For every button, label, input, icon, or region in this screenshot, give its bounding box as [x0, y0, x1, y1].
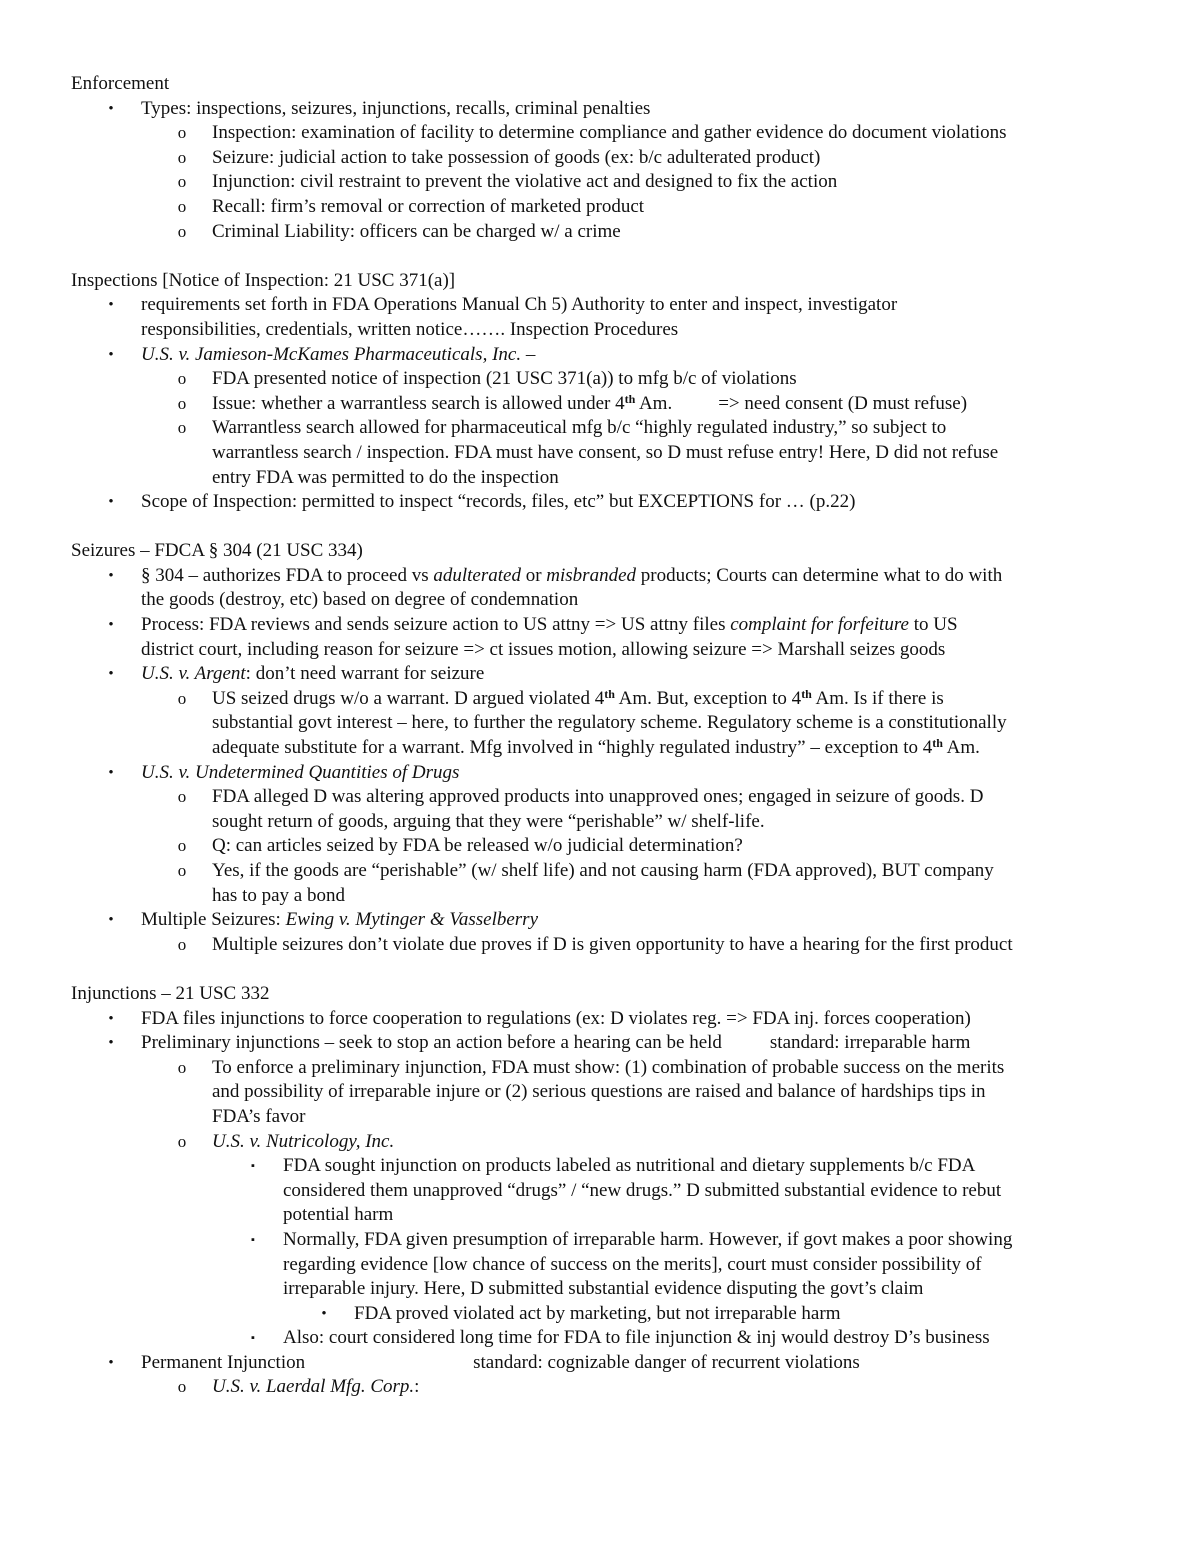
list-item: o US seized drugs w/o a warrant. D argued violated 4th Am. But, exception to 4th Am. Is if there is — [71, 687, 1140, 712]
bullet-marker: • — [108, 617, 114, 634]
list-item-continuation: substantial govt interest – here, to further the regulatory scheme. Regulatory scheme is a constitutionally — [212, 712, 1007, 734]
circle-marker: o — [177, 1377, 187, 1397]
case-name: U.S. v. Nutricology, Inc. — [212, 1130, 395, 1152]
list-item-continuation: considered them unapproved “drugs” / “new drugs.” D submitted substantial evidence to rebut — [283, 1179, 1002, 1201]
list-item-continuation: district court, including reason for seizure => ct issues motion, allowing seizure => Marshall seizes goods — [141, 638, 946, 660]
list-item-continuation: FDA’s favor — [212, 1105, 306, 1127]
list-item-continuation: irreparable injury. Here, D submitted substantial evidence disputing the govt’s claim — [283, 1278, 924, 1300]
list-item: ▪ Also: court considered long time for FDA to file injunction & inj would destroy D’s business — [71, 1326, 1140, 1351]
circle-marker: o — [177, 1057, 187, 1077]
list-item — [71, 1130, 1140, 1155]
case-name: U.S. v. Undetermined Quantities of Drugs — [141, 761, 460, 783]
list-item: o Injunction: civil restraint to prevent the violative act and designed to fix the action — [71, 170, 1140, 195]
list-item: o FDA alleged D was altering approved products into unapproved ones; engaged in seizure of goods. D — [71, 785, 1140, 810]
circle-marker: o — [177, 787, 187, 807]
list-item: • Scope of Inspection: permitted to inspect “records, files, etc” but EXCEPTIONS for … (p.22) — [71, 490, 1140, 515]
case-name: U.S. v. Jamieson-McKames Pharmaceuticals, Inc. – — [141, 343, 536, 365]
circle-marker: o — [177, 861, 187, 880]
list-item: o Yes, if the goods are “perishable” (w/ shelf life) and not causing harm (FDA approved), BUT company — [71, 859, 1140, 884]
list-item: • Multiple Seizures: Ewing v. Mytinger & Vasselberry — [71, 908, 1140, 933]
list-item-continuation: regarding evidence [low chance of success on the merits], court must consider possibility of — [283, 1253, 982, 1275]
list-item: o Multiple seizures don’t violate due proves if D is given opportunity to have a hearing for the first product — [71, 933, 1140, 958]
list-item-continuation: has to pay a bond — [212, 884, 345, 906]
circle-marker: o — [177, 688, 187, 708]
square-marker: ▪ — [251, 1160, 255, 1173]
bullet-marker: • — [108, 297, 114, 314]
list-item: o Inspection: examination of facility to determine compliance and gather evidence do document violations — [71, 121, 1140, 146]
list-item: • Preliminary injunctions – seek to stop an action before a hearing can be held standard: irreparable harm — [71, 1031, 1140, 1056]
circle-marker: o — [177, 369, 187, 389]
list-item: o Seizure: judicial action to take possession of goods (ex: b/c adulterated product) — [71, 146, 1140, 171]
list-item: o To enforce a preliminary injunction, FDA must show: (1) combination of probable success on the merits — [71, 1056, 1140, 1081]
bullet-marker: • — [108, 1354, 114, 1371]
bullet-marker: • — [108, 1010, 114, 1027]
list-item: • Process: FDA reviews and sends seizure action to US attny => US attny files complaint for forfeiture to US — [71, 613, 1140, 638]
section-heading-seizures: Seizures – FDCA § 304 (21 USC 334) — [71, 540, 363, 562]
case-name: U.S. v. Argent — [141, 663, 246, 685]
list-item: • U.S. v. Argent: don’t need warrant for seizure — [71, 662, 1140, 687]
section-heading-injunctions: Injunctions – 21 USC 332 — [71, 982, 270, 1004]
circle-marker: o — [177, 393, 187, 413]
list-item-continuation: sought return of goods, arguing that they were “perishable” w/ shelf-life. — [212, 810, 765, 832]
list-item: o Issue: whether a warrantless search is allowed under 4th Am. => need consent (D must refuse) — [71, 392, 1140, 417]
circle-marker: o — [177, 836, 187, 856]
list-item: o Recall: firm’s removal or correction of marketed product — [71, 195, 1140, 220]
list-item: • Types: inspections, seizures, injunctions, recalls, criminal penalties — [71, 97, 1140, 122]
circle-marker: o — [177, 934, 187, 954]
list-item: • FDA files injunctions to force cooperation to regulations (ex: D violates reg. => FDA inj. forces cooperation) — [71, 1007, 1140, 1032]
bullet-marker: • — [108, 100, 114, 117]
bullet-marker: • — [108, 666, 114, 683]
list-item: o Criminal Liability: officers can be charged w/ a crime — [71, 220, 1140, 245]
circle-marker: o — [177, 418, 187, 438]
bullet-marker: • — [108, 1035, 114, 1052]
square-marker: ▪ — [251, 1233, 255, 1246]
list-item-continuation: adequate substitute for a warrant. Mfg involved in “highly regulated industry” – exception to 4th Am. — [212, 736, 980, 759]
list-item-continuation: entry FDA was permitted to do the inspection — [212, 466, 559, 488]
case-name: U.S. v. Laerdal Mfg. Corp. — [212, 1376, 415, 1398]
bullet-marker: • — [321, 1305, 327, 1322]
list-item: ▪ FDA sought injunction on products labeled as nutritional and dietary supplements b/c FDA — [71, 1154, 1140, 1179]
list-item: • requirements set forth in FDA Operations Manual Ch 5) Authority to enter and inspect, investigator — [71, 293, 1140, 318]
list-item: o FDA presented notice of inspection (21 USC 371(a)) to mfg b/c of violations — [71, 367, 1140, 392]
section-heading-inspections: Inspections [Notice of Inspection: 21 USC 371(a)] — [71, 269, 456, 291]
list-item-continuation: the goods (destroy, etc) based on degree of condemnation — [141, 589, 579, 611]
list-item-continuation: warrantless search / inspection. FDA must have consent, so D must refuse entry! Here, D did not refuse — [212, 441, 999, 463]
list-item-continuation: responsibilities, credentials, written notice……. Inspection Procedures — [141, 318, 679, 340]
list-item: o Warrantless search allowed for pharmaceutical mfg b/c “highly regulated industry,” so subject to — [71, 416, 1140, 441]
circle-marker: o — [177, 221, 187, 241]
list-item-continuation: and possibility of irreparable injure or (2) serious questions are raised and balance of hardships tips in — [212, 1081, 986, 1103]
circle-marker: o — [177, 123, 187, 143]
case-name: Ewing v. Mytinger & Vasselberry — [285, 909, 539, 931]
circle-marker: o — [177, 1131, 187, 1151]
bullet-marker: • — [108, 912, 114, 929]
list-item: o Q: can articles seized by FDA be released w/o judicial determination? — [71, 834, 1140, 859]
square-marker: ▪ — [251, 1332, 255, 1345]
list-item — [71, 761, 1140, 786]
circle-marker: o — [177, 172, 187, 192]
section-heading-enforcement: Enforcement — [71, 73, 170, 94]
list-item: o U.S. v. Laerdal Mfg. Corp.: — [71, 1375, 1140, 1400]
list-item: ▪ Normally, FDA given presumption of irreparable harm. However, if govt makes a poor showing — [71, 1228, 1140, 1253]
bullet-marker: • — [108, 494, 114, 511]
circle-marker: o — [177, 147, 187, 167]
list-item: • FDA proved violated act by marketing, but not irreparable harm — [71, 1302, 1140, 1327]
circle-marker: o — [177, 196, 187, 216]
list-item — [71, 343, 1140, 368]
list-item-continuation: potential harm — [283, 1204, 394, 1226]
bullet-marker: • — [108, 764, 114, 781]
bullet-marker: • — [108, 346, 114, 363]
bullet-marker: • — [108, 567, 114, 584]
list-item: • Permanent Injunction standard: cognizable danger of recurrent violations — [71, 1351, 1140, 1376]
list-item: • § 304 – authorizes FDA to proceed vs adulterated or misbranded products; Courts can determine what to do with — [71, 564, 1140, 589]
